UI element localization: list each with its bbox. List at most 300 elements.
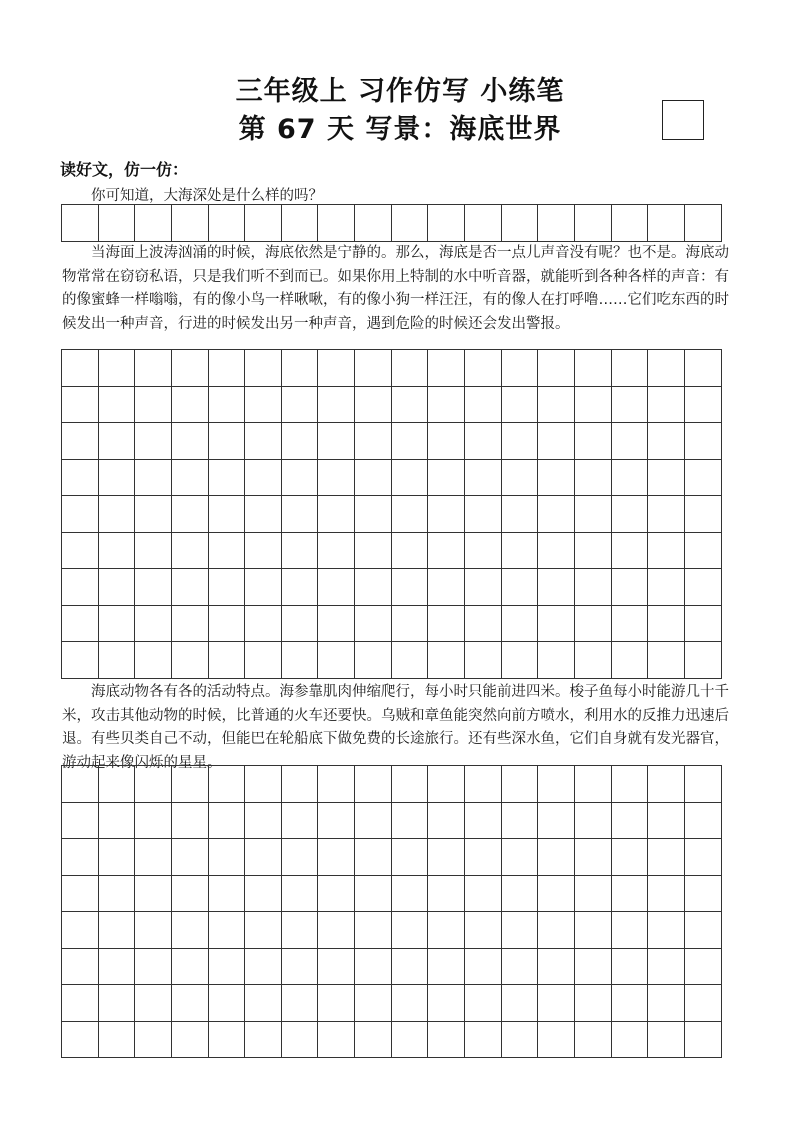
grid-cell[interactable]	[245, 423, 282, 460]
grid-cell[interactable]	[502, 1022, 539, 1059]
grid-cell[interactable]	[502, 460, 539, 497]
grid-cell[interactable]	[245, 496, 282, 533]
grid-cell[interactable]	[502, 423, 539, 460]
grid-cell[interactable]	[318, 460, 355, 497]
grid-cell[interactable]	[465, 839, 502, 876]
grid-cell[interactable]	[282, 387, 319, 424]
grid-cell[interactable]	[392, 912, 429, 949]
grid-cell[interactable]	[99, 569, 136, 606]
grid-cell[interactable]	[465, 642, 502, 679]
grid-cell[interactable]	[685, 606, 722, 643]
grid-cell[interactable]	[355, 766, 392, 803]
grid-cell[interactable]	[612, 496, 649, 533]
grid-cell[interactable]	[99, 876, 136, 913]
grid-cell[interactable]	[392, 533, 429, 570]
grid-cell[interactable]	[172, 642, 209, 679]
grid-cell[interactable]	[502, 350, 539, 387]
grid-cell[interactable]	[648, 569, 685, 606]
grid-cell[interactable]	[575, 1022, 612, 1059]
grid-cell[interactable]	[685, 766, 722, 803]
grid-cell[interactable]	[99, 496, 136, 533]
grid-cell[interactable]	[282, 1022, 319, 1059]
grid-cell[interactable]	[502, 803, 539, 840]
grid-cell[interactable]	[62, 569, 99, 606]
grid-cell[interactable]	[172, 949, 209, 986]
grid-cell[interactable]	[428, 839, 465, 876]
grid-cell[interactable]	[318, 803, 355, 840]
grid-cell[interactable]	[685, 569, 722, 606]
grid-cell[interactable]	[245, 766, 282, 803]
grid-cell[interactable]	[99, 350, 136, 387]
grid-cell[interactable]	[428, 876, 465, 913]
grid-cell[interactable]	[428, 606, 465, 643]
grid-cell[interactable]	[612, 766, 649, 803]
grid-cell[interactable]	[612, 803, 649, 840]
grid-cell[interactable]	[428, 912, 465, 949]
grid-cell[interactable]	[392, 839, 429, 876]
grid-cell[interactable]	[612, 205, 649, 242]
grid-cell[interactable]	[538, 350, 575, 387]
grid-cell[interactable]	[209, 387, 246, 424]
grid-cell[interactable]	[685, 350, 722, 387]
grid-cell[interactable]	[172, 912, 209, 949]
grid-cell[interactable]	[685, 423, 722, 460]
grid-cell[interactable]	[392, 642, 429, 679]
grid-cell[interactable]	[318, 642, 355, 679]
grid-cell[interactable]	[62, 606, 99, 643]
grid-cell[interactable]	[575, 766, 612, 803]
grid-cell[interactable]	[135, 569, 172, 606]
grid-cell[interactable]	[685, 642, 722, 679]
grid-cell[interactable]	[245, 642, 282, 679]
grid-cell[interactable]	[318, 350, 355, 387]
grid-cell[interactable]	[612, 350, 649, 387]
grid-cell[interactable]	[575, 460, 612, 497]
grid-cell[interactable]	[465, 533, 502, 570]
grid-cell[interactable]	[685, 387, 722, 424]
grid-cell[interactable]	[538, 839, 575, 876]
grid-cell[interactable]	[62, 839, 99, 876]
grid-cell[interactable]	[502, 387, 539, 424]
grid-cell[interactable]	[428, 766, 465, 803]
grid-cell[interactable]	[99, 912, 136, 949]
grid-cell[interactable]	[428, 985, 465, 1022]
grid-cell[interactable]	[135, 766, 172, 803]
grid-cell[interactable]	[355, 803, 392, 840]
grid-cell[interactable]	[648, 496, 685, 533]
grid-cell[interactable]	[135, 496, 172, 533]
grid-cell[interactable]	[245, 803, 282, 840]
grid-cell[interactable]	[172, 205, 209, 242]
grid-cell[interactable]	[135, 642, 172, 679]
grid-cell[interactable]	[62, 205, 99, 242]
grid-cell[interactable]	[575, 423, 612, 460]
grid-cell[interactable]	[685, 985, 722, 1022]
grid-cell[interactable]	[648, 985, 685, 1022]
grid-cell[interactable]	[355, 350, 392, 387]
grid-cell[interactable]	[355, 387, 392, 424]
grid-cell[interactable]	[575, 949, 612, 986]
grid-cell[interactable]	[392, 985, 429, 1022]
grid-cell[interactable]	[172, 387, 209, 424]
grid-cell[interactable]	[99, 642, 136, 679]
grid-cell[interactable]	[685, 460, 722, 497]
grid-cell[interactable]	[62, 496, 99, 533]
grid-cell[interactable]	[318, 766, 355, 803]
grid-cell[interactable]	[355, 876, 392, 913]
grid-cell[interactable]	[355, 839, 392, 876]
grid-cell[interactable]	[245, 912, 282, 949]
grid-cell[interactable]	[465, 606, 502, 643]
grid-cell[interactable]	[392, 496, 429, 533]
grid-cell[interactable]	[135, 949, 172, 986]
grid-cell[interactable]	[245, 387, 282, 424]
grid-cell[interactable]	[612, 1022, 649, 1059]
grid-cell[interactable]	[99, 766, 136, 803]
grid-cell[interactable]	[392, 569, 429, 606]
grid-cell[interactable]	[575, 350, 612, 387]
grid-cell[interactable]	[209, 533, 246, 570]
grid-cell[interactable]	[465, 766, 502, 803]
grid-cell[interactable]	[575, 533, 612, 570]
grid-cell[interactable]	[538, 423, 575, 460]
grid-cell[interactable]	[245, 205, 282, 242]
grid-cell[interactable]	[245, 985, 282, 1022]
grid-cell[interactable]	[99, 387, 136, 424]
grid-cell[interactable]	[355, 533, 392, 570]
grid-cell[interactable]	[135, 606, 172, 643]
grid-cell[interactable]	[392, 423, 429, 460]
grid-cell[interactable]	[538, 766, 575, 803]
grid-cell[interactable]	[538, 205, 575, 242]
grid-cell[interactable]	[99, 205, 136, 242]
grid-cell[interactable]	[318, 569, 355, 606]
grid-cell[interactable]	[62, 912, 99, 949]
grid-cell[interactable]	[648, 766, 685, 803]
grid-cell[interactable]	[648, 912, 685, 949]
grid-cell[interactable]	[502, 985, 539, 1022]
grid-cell[interactable]	[318, 533, 355, 570]
grid-cell[interactable]	[392, 205, 429, 242]
grid-cell[interactable]	[575, 876, 612, 913]
grid-cell[interactable]	[465, 876, 502, 913]
grid-cell[interactable]	[282, 839, 319, 876]
grid-cell[interactable]	[648, 533, 685, 570]
grid-cell[interactable]	[355, 985, 392, 1022]
grid-cell[interactable]	[172, 460, 209, 497]
grid-cell[interactable]	[685, 912, 722, 949]
grid-cell[interactable]	[355, 1022, 392, 1059]
grid-cell[interactable]	[62, 460, 99, 497]
grid-cell[interactable]	[245, 949, 282, 986]
grid-cell[interactable]	[172, 350, 209, 387]
grid-cell[interactable]	[355, 912, 392, 949]
grid-cell[interactable]	[209, 766, 246, 803]
grid-cell[interactable]	[465, 387, 502, 424]
grid-cell[interactable]	[62, 949, 99, 986]
grid-cell[interactable]	[135, 423, 172, 460]
grid-cell[interactable]	[135, 205, 172, 242]
grid-cell[interactable]	[209, 1022, 246, 1059]
grid-cell[interactable]	[209, 606, 246, 643]
grid-cell[interactable]	[538, 533, 575, 570]
grid-cell[interactable]	[282, 205, 319, 242]
grid-cell[interactable]	[99, 606, 136, 643]
grid-cell[interactable]	[575, 205, 612, 242]
grid-cell[interactable]	[282, 350, 319, 387]
grid-cell[interactable]	[209, 803, 246, 840]
grid-cell[interactable]	[465, 205, 502, 242]
grid-cell[interactable]	[538, 569, 575, 606]
grid-cell[interactable]	[282, 912, 319, 949]
grid-cell[interactable]	[612, 876, 649, 913]
grid-cell[interactable]	[355, 460, 392, 497]
grid-cell[interactable]	[172, 985, 209, 1022]
grid-cell[interactable]	[318, 387, 355, 424]
grid-cell[interactable]	[318, 496, 355, 533]
grid-cell[interactable]	[62, 766, 99, 803]
grid-cell[interactable]	[538, 1022, 575, 1059]
grid-cell[interactable]	[245, 1022, 282, 1059]
grid-cell[interactable]	[245, 350, 282, 387]
grid-cell[interactable]	[685, 803, 722, 840]
grid-cell[interactable]	[648, 387, 685, 424]
grid-cell[interactable]	[209, 496, 246, 533]
grid-cell[interactable]	[135, 912, 172, 949]
grid-cell[interactable]	[465, 803, 502, 840]
grid-cell[interactable]	[172, 496, 209, 533]
grid-cell[interactable]	[392, 350, 429, 387]
grid-cell[interactable]	[612, 387, 649, 424]
grid-cell[interactable]	[538, 985, 575, 1022]
grid-cell[interactable]	[428, 533, 465, 570]
grid-cell[interactable]	[135, 387, 172, 424]
grid-cell[interactable]	[612, 642, 649, 679]
grid-cell[interactable]	[648, 205, 685, 242]
grid-cell[interactable]	[392, 387, 429, 424]
grid-cell[interactable]	[612, 533, 649, 570]
grid-cell[interactable]	[428, 423, 465, 460]
grid-cell[interactable]	[465, 1022, 502, 1059]
grid-cell[interactable]	[575, 569, 612, 606]
grid-cell[interactable]	[282, 496, 319, 533]
grid-cell[interactable]	[685, 205, 722, 242]
grid-cell[interactable]	[538, 912, 575, 949]
grid-cell[interactable]	[135, 1022, 172, 1059]
grid-cell[interactable]	[465, 350, 502, 387]
grid-cell[interactable]	[392, 876, 429, 913]
grid-cell[interactable]	[612, 839, 649, 876]
grid-cell[interactable]	[62, 1022, 99, 1059]
grid-cell[interactable]	[172, 423, 209, 460]
grid-cell[interactable]	[355, 423, 392, 460]
grid-cell[interactable]	[428, 803, 465, 840]
grid-cell[interactable]	[62, 423, 99, 460]
grid-cell[interactable]	[282, 876, 319, 913]
grid-cell[interactable]	[209, 205, 246, 242]
grid-cell[interactable]	[209, 423, 246, 460]
grid-cell[interactable]	[428, 387, 465, 424]
grid-cell[interactable]	[465, 985, 502, 1022]
grid-cell[interactable]	[172, 876, 209, 913]
grid-cell[interactable]	[318, 205, 355, 242]
grid-cell[interactable]	[209, 876, 246, 913]
grid-cell[interactable]	[502, 912, 539, 949]
grid-cell[interactable]	[62, 642, 99, 679]
grid-cell[interactable]	[502, 496, 539, 533]
grid-cell[interactable]	[538, 496, 575, 533]
grid-cell[interactable]	[62, 387, 99, 424]
grid-cell[interactable]	[575, 803, 612, 840]
grid-cell[interactable]	[209, 985, 246, 1022]
grid-cell[interactable]	[538, 606, 575, 643]
grid-cell[interactable]	[135, 350, 172, 387]
grid-cell[interactable]	[282, 606, 319, 643]
grid-cell[interactable]	[318, 606, 355, 643]
grid-cell[interactable]	[209, 949, 246, 986]
grid-cell[interactable]	[99, 460, 136, 497]
grid-cell[interactable]	[612, 985, 649, 1022]
grid-cell[interactable]	[648, 460, 685, 497]
grid-cell[interactable]	[62, 985, 99, 1022]
grid-cell[interactable]	[99, 1022, 136, 1059]
grid-cell[interactable]	[465, 423, 502, 460]
grid-cell[interactable]	[172, 606, 209, 643]
grid-cell[interactable]	[209, 912, 246, 949]
grid-cell[interactable]	[428, 949, 465, 986]
grid-cell[interactable]	[245, 876, 282, 913]
grid-cell[interactable]	[245, 569, 282, 606]
grid-cell[interactable]	[392, 803, 429, 840]
grid-cell[interactable]	[99, 949, 136, 986]
grid-cell[interactable]	[135, 839, 172, 876]
grid-cell[interactable]	[318, 985, 355, 1022]
grid-cell[interactable]	[502, 205, 539, 242]
grid-cell[interactable]	[209, 642, 246, 679]
grid-cell[interactable]	[648, 876, 685, 913]
grid-cell[interactable]	[99, 839, 136, 876]
grid-cell[interactable]	[538, 949, 575, 986]
grid-cell[interactable]	[209, 460, 246, 497]
grid-cell[interactable]	[245, 460, 282, 497]
grid-cell[interactable]	[502, 642, 539, 679]
grid-cell[interactable]	[172, 1022, 209, 1059]
grid-cell[interactable]	[428, 496, 465, 533]
grid-cell[interactable]	[209, 839, 246, 876]
grid-cell[interactable]	[502, 766, 539, 803]
grid-cell[interactable]	[575, 839, 612, 876]
grid-cell[interactable]	[392, 1022, 429, 1059]
grid-cell[interactable]	[538, 803, 575, 840]
grid-cell[interactable]	[648, 606, 685, 643]
grid-cell[interactable]	[282, 460, 319, 497]
grid-cell[interactable]	[355, 205, 392, 242]
grid-cell[interactable]	[612, 949, 649, 986]
grid-cell[interactable]	[502, 533, 539, 570]
grid-cell[interactable]	[135, 460, 172, 497]
grid-cell[interactable]	[245, 606, 282, 643]
grid-cell[interactable]	[685, 1022, 722, 1059]
grid-cell[interactable]	[282, 569, 319, 606]
grid-cell[interactable]	[612, 423, 649, 460]
grid-cell[interactable]	[502, 839, 539, 876]
grid-cell[interactable]	[575, 496, 612, 533]
grid-cell[interactable]	[135, 533, 172, 570]
grid-cell[interactable]	[465, 460, 502, 497]
grid-cell[interactable]	[538, 460, 575, 497]
grid-cell[interactable]	[318, 423, 355, 460]
grid-cell[interactable]	[502, 949, 539, 986]
grid-cell[interactable]	[172, 839, 209, 876]
grid-cell[interactable]	[135, 985, 172, 1022]
grid-cell[interactable]	[282, 949, 319, 986]
grid-cell[interactable]	[648, 949, 685, 986]
grid-cell[interactable]	[392, 766, 429, 803]
grid-cell[interactable]	[245, 839, 282, 876]
grid-cell[interactable]	[209, 569, 246, 606]
grid-cell[interactable]	[428, 1022, 465, 1059]
grid-cell[interactable]	[355, 606, 392, 643]
grid-cell[interactable]	[648, 642, 685, 679]
grid-cell[interactable]	[612, 606, 649, 643]
grid-cell[interactable]	[538, 387, 575, 424]
grid-cell[interactable]	[355, 569, 392, 606]
grid-cell[interactable]	[648, 1022, 685, 1059]
grid-cell[interactable]	[282, 423, 319, 460]
grid-cell[interactable]	[172, 766, 209, 803]
grid-cell[interactable]	[502, 606, 539, 643]
grid-cell[interactable]	[502, 569, 539, 606]
grid-cell[interactable]	[685, 949, 722, 986]
grid-cell[interactable]	[62, 533, 99, 570]
grid-cell[interactable]	[502, 876, 539, 913]
grid-cell[interactable]	[392, 949, 429, 986]
grid-cell[interactable]	[99, 803, 136, 840]
grid-cell[interactable]	[648, 350, 685, 387]
grid-cell[interactable]	[245, 533, 282, 570]
grid-cell[interactable]	[62, 876, 99, 913]
grid-cell[interactable]	[135, 876, 172, 913]
grid-cell[interactable]	[318, 1022, 355, 1059]
grid-cell[interactable]	[172, 569, 209, 606]
grid-cell[interactable]	[282, 803, 319, 840]
grid-cell[interactable]	[612, 460, 649, 497]
grid-cell[interactable]	[318, 876, 355, 913]
grid-cell[interactable]	[282, 533, 319, 570]
grid-cell[interactable]	[575, 387, 612, 424]
grid-cell[interactable]	[465, 949, 502, 986]
grid-cell[interactable]	[575, 642, 612, 679]
grid-cell[interactable]	[575, 985, 612, 1022]
grid-cell[interactable]	[538, 876, 575, 913]
grid-cell[interactable]	[282, 642, 319, 679]
grid-cell[interactable]	[685, 496, 722, 533]
grid-cell[interactable]	[392, 460, 429, 497]
grid-cell[interactable]	[648, 839, 685, 876]
grid-cell[interactable]	[465, 569, 502, 606]
grid-cell[interactable]	[538, 642, 575, 679]
grid-cell[interactable]	[99, 985, 136, 1022]
grid-cell[interactable]	[428, 350, 465, 387]
grid-cell[interactable]	[172, 533, 209, 570]
grid-cell[interactable]	[355, 642, 392, 679]
grid-cell[interactable]	[355, 949, 392, 986]
grid-cell[interactable]	[172, 803, 209, 840]
grid-cell[interactable]	[648, 423, 685, 460]
grid-cell[interactable]	[428, 460, 465, 497]
grid-cell[interactable]	[135, 803, 172, 840]
grid-cell[interactable]	[62, 350, 99, 387]
